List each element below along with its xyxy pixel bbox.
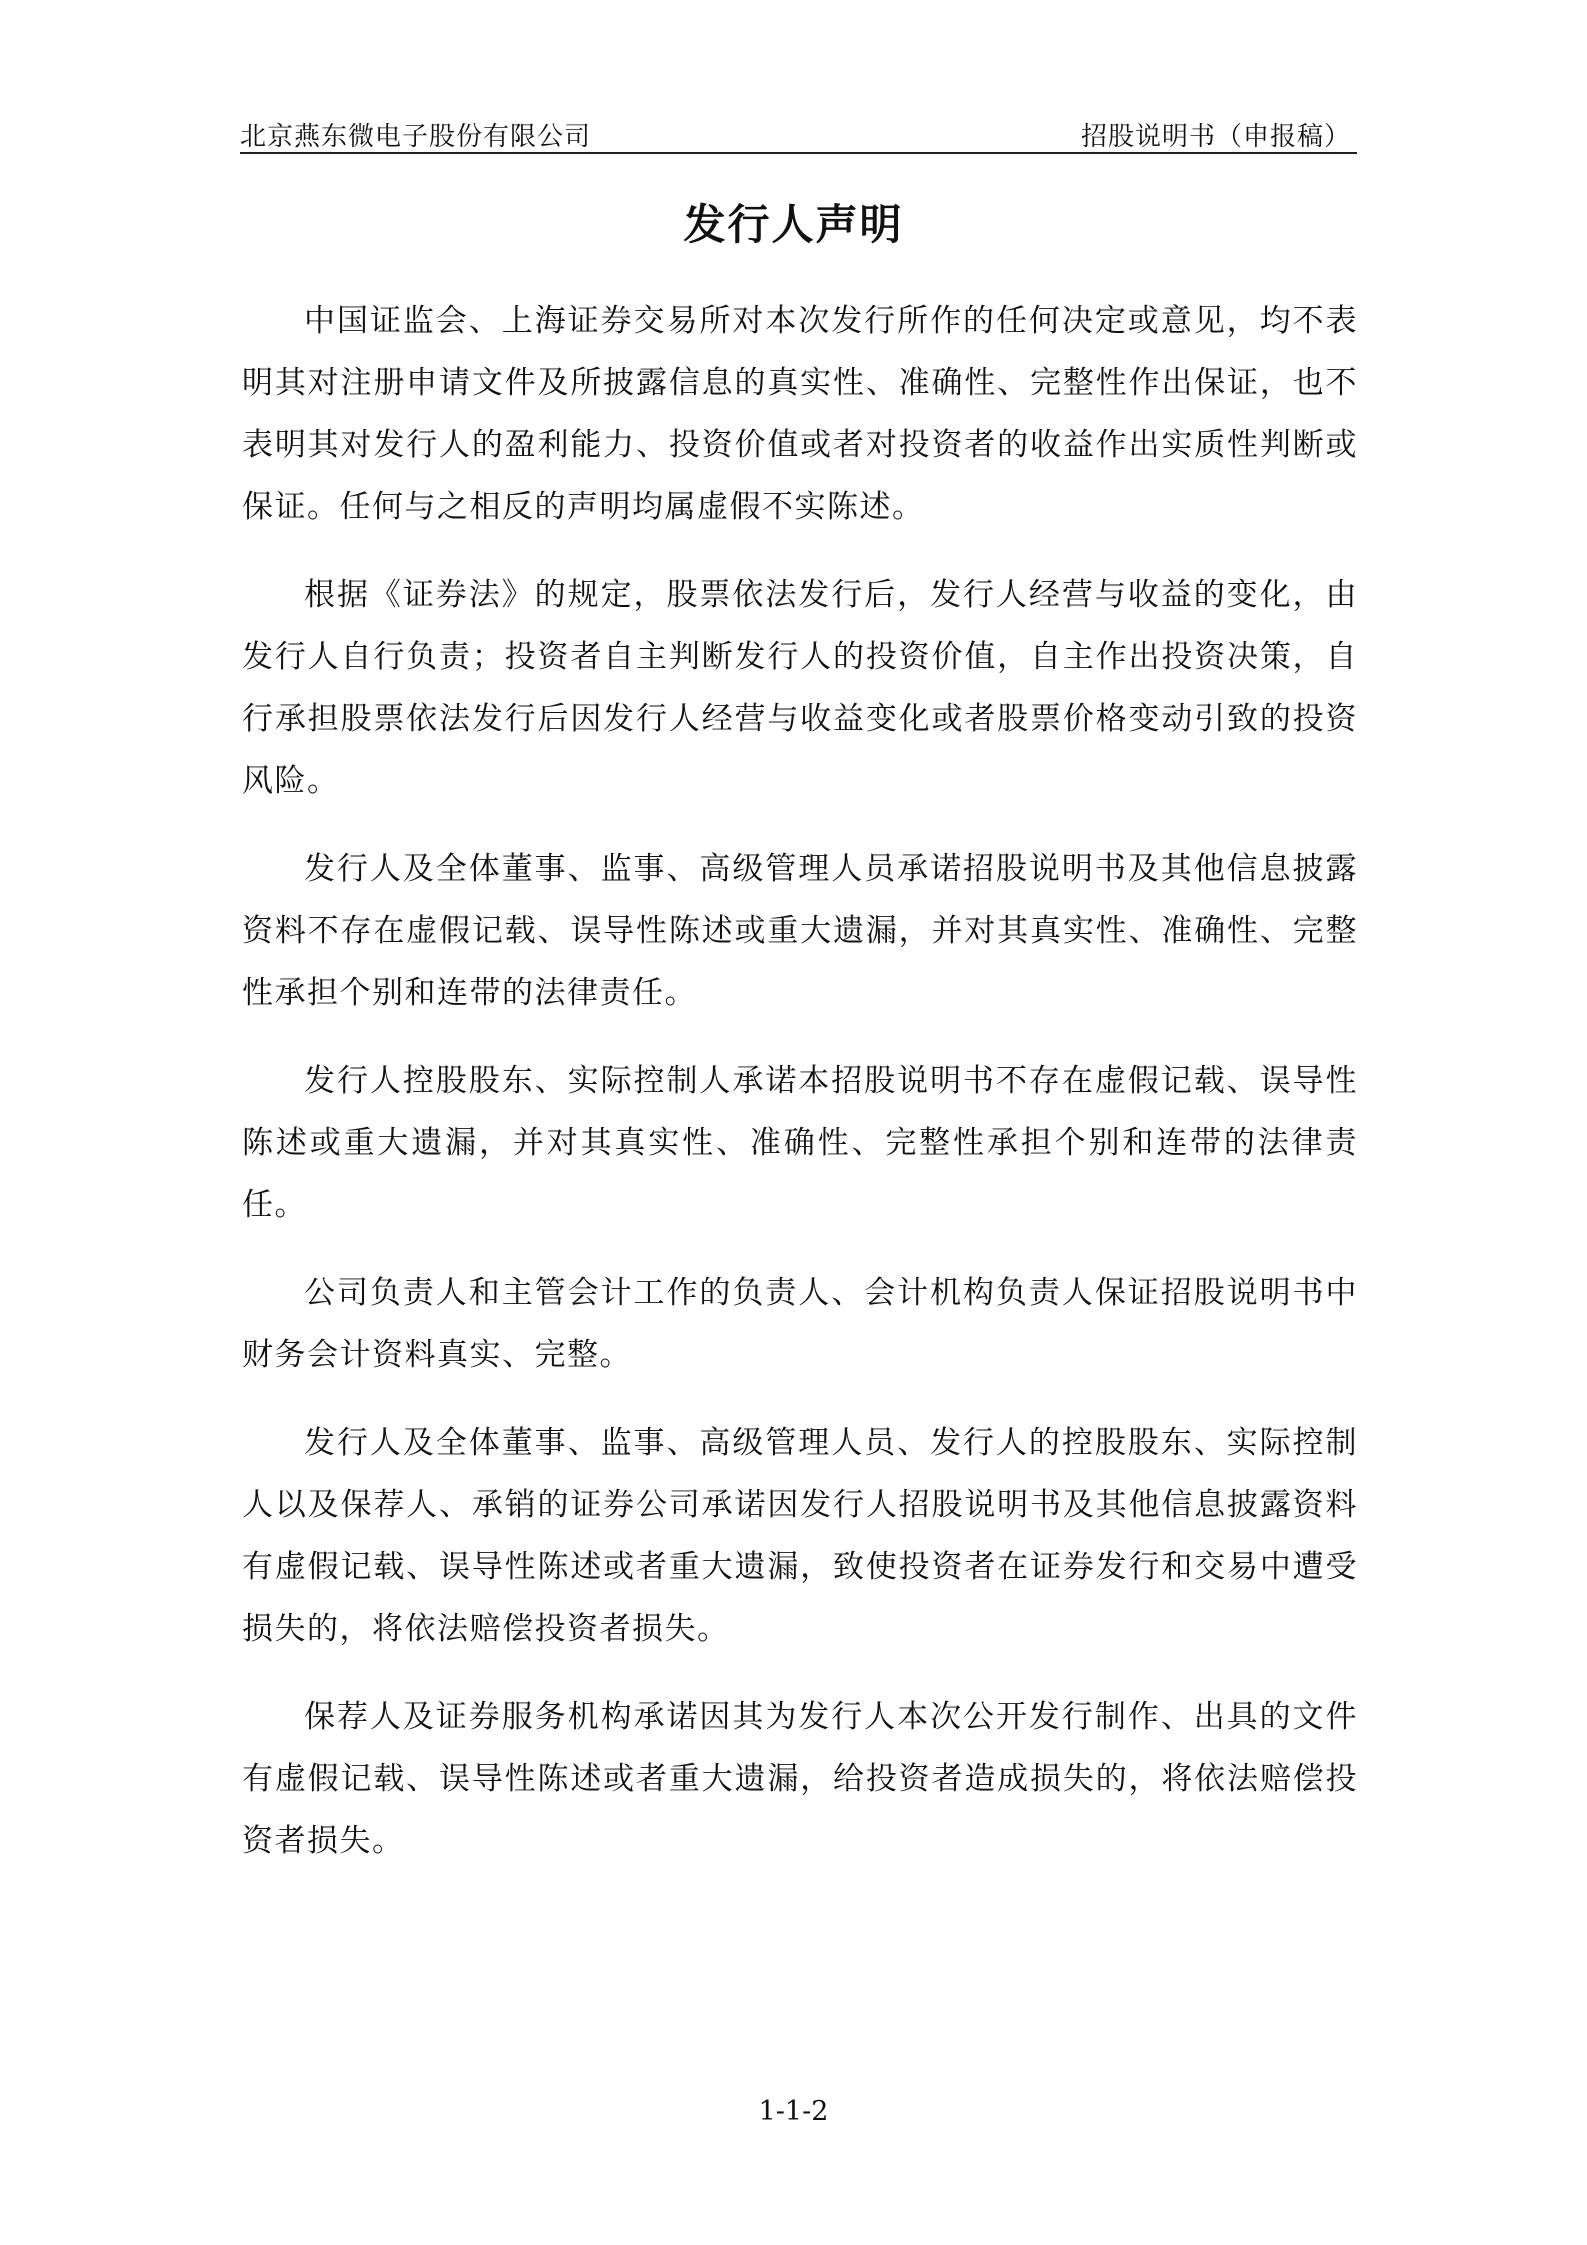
paragraph: 中国证监会、上海证券交易所对本次发行所作的任何决定或意见，均不表明其对注册申请文件及所披露信息的真实性、准确性、完整性作出保证，也不表明其对发行人的盈利能力、投资价值或者对投资者的收益作出实质性判断或保证。任何与之相反的声明均属虚假不实陈述。 (242, 303, 1358, 525)
statement-body (242, 290, 1358, 1898)
page-header (240, 112, 1357, 154)
page-number: 1-1-2 (758, 2096, 829, 2127)
header-company-name: 北京燕东微电子股份有限公司 (240, 122, 592, 152)
paragraph: 发行人及全体董事、监事、高级管理人员承诺招股说明书及其他信息披露资料不存在虚假记载、误导性陈述或重大遗漏，并对其真实性、准确性、完整性承担个别和连带的法律责任。 (242, 851, 1358, 1011)
paragraph: 发行人控股股东、实际控制人承诺本招股说明书不存在虚假记载、误导性陈述或重大遗漏，并对其真实性、准确性、完整性承担个别和连带的法律责任。 (242, 1063, 1358, 1223)
paragraph: 公司负责人和主管会计工作的负责人、会计机构负责人保证招股说明书中财务会计资料真实、完整。 (242, 1275, 1358, 1373)
header-document-title: 招股说明书（申报稿） (1080, 122, 1351, 152)
paragraph: 根据《证券法》的规定，股票依法发行后，发行人经营与收益的变化，由发行人自行负责；投资者自主判断发行人的投资价值，自主作出投资决策，自行承担股票依法发行后因发行人经营与收益变化或者股票价格变动引致的投资风险。 (242, 577, 1358, 799)
page-title: 发行人声明 (683, 200, 904, 249)
paragraph: 保荐人及证券服务机构承诺因其为发行人本次公开发行制作、出具的文件有虚假记载、误导性陈述或者重大遗漏，给投资者造成损失的，将依法赔偿投资者损失。 (242, 1699, 1358, 1859)
paragraph: 发行人及全体董事、监事、高级管理人员、发行人的控股股东、实际控制人以及保荐人、承销的证券公司承诺因发行人招股说明书及其他信息披露资料有虚假记载、误导性陈述或者重大遗漏，致使投资者在证券发行和交易中遭受损失的，将依法赔偿投资者损失。 (242, 1425, 1358, 1647)
